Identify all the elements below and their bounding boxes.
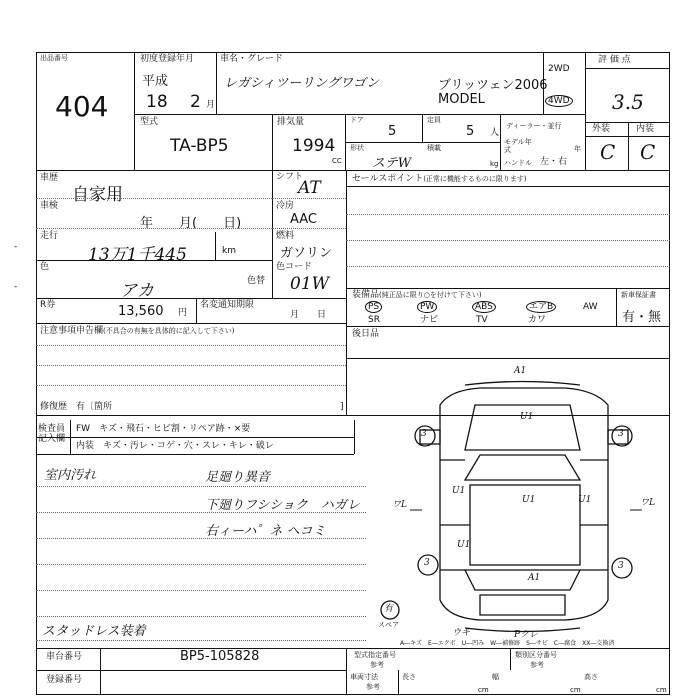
car-grade: ブリッツェン2006 bbox=[438, 78, 548, 93]
windshield-outline bbox=[465, 455, 580, 480]
displacement-value: 1994 bbox=[292, 136, 336, 156]
year-unit: 年 bbox=[574, 145, 581, 153]
equip-sr: SR bbox=[368, 315, 380, 325]
km-unit: km bbox=[222, 246, 236, 256]
note-right-fender-dent: 右ィーハ゜ネ ヘコミ bbox=[205, 524, 326, 539]
note-underbody-corrosion: 下廻りフシショク ハガレ bbox=[205, 498, 360, 513]
ac-label: 冷房 bbox=[276, 201, 295, 211]
mark-rear: A1 bbox=[528, 573, 541, 583]
car-name: レガシィツーリングワゴン bbox=[224, 76, 379, 91]
era: 平成 bbox=[142, 74, 169, 89]
rear-window-outline bbox=[465, 570, 580, 590]
mark-tire-fl: 3 bbox=[421, 429, 427, 439]
warranty-value: 有・無 bbox=[622, 310, 662, 325]
recycle-label: R券 bbox=[40, 300, 56, 310]
equip-label: 装備品(純正品に限り○を付けて下さい) bbox=[352, 290, 482, 300]
equip-aw: AW bbox=[583, 302, 598, 312]
shift-value: AT bbox=[298, 178, 321, 198]
exterior-score: C bbox=[600, 140, 616, 164]
mark-tire-rr: 3 bbox=[618, 561, 624, 571]
shape-value: ステW bbox=[372, 156, 412, 171]
equip-abs: ABS bbox=[472, 301, 496, 313]
model-value: TA-BP5 bbox=[170, 136, 229, 156]
equip-ps: PS bbox=[365, 301, 382, 313]
width-label: 幅 bbox=[492, 673, 499, 681]
height-label: 高さ bbox=[584, 673, 598, 681]
class-num-ref: 参考 bbox=[530, 661, 544, 669]
tailgate-outline bbox=[480, 595, 565, 615]
fuel-label: 燃料 bbox=[276, 231, 295, 241]
displacement-label: 排気量 bbox=[277, 117, 305, 127]
lot-number: 404 bbox=[55, 90, 109, 123]
history-value: 自家用 bbox=[72, 185, 123, 205]
lot-label: 出品番号 bbox=[40, 54, 68, 62]
handle-label: ハンドル bbox=[504, 159, 532, 167]
inspection-value: 年 月( 日) bbox=[140, 216, 242, 231]
ac-value: AAC bbox=[290, 212, 317, 227]
inspection-row-1: FW キズ・飛石・ヒビ割・リペア跡・×要 bbox=[76, 424, 251, 434]
class-num-label: 類別区分番号 bbox=[515, 651, 557, 659]
model-year-label: モデル年式 bbox=[504, 138, 532, 154]
equip-tv: TV bbox=[476, 315, 488, 325]
chassis-label: 車台番号 bbox=[46, 652, 83, 662]
front-bumper bbox=[465, 382, 580, 386]
handle-value: 左・右 bbox=[540, 157, 568, 167]
color-change-label: 色替 bbox=[247, 276, 266, 286]
score-value: 3.5 bbox=[612, 90, 644, 114]
width-cm: cm bbox=[570, 686, 581, 694]
spare-label: スペア bbox=[378, 621, 399, 629]
color-value: アカ bbox=[120, 281, 154, 301]
drive-2wd: 2WD bbox=[548, 64, 570, 74]
chassis-value: BP5-105828 bbox=[180, 649, 260, 664]
mark-bottom-left: ウキ bbox=[452, 628, 471, 638]
month-unit: 月 bbox=[206, 100, 216, 110]
dealer-label: ディーラー・並行 bbox=[506, 122, 562, 130]
mark-roof: U1 bbox=[522, 495, 536, 505]
name-change-value: 月 日 bbox=[290, 310, 327, 320]
note-studless: スタッドレス装着 bbox=[42, 624, 146, 639]
mark-tire-rl: 3 bbox=[424, 558, 430, 568]
drive-4wd: 4WD bbox=[545, 95, 573, 107]
mark-left-side: ワL bbox=[392, 500, 407, 510]
mark-bottom-right: Pクレ bbox=[514, 630, 539, 640]
name-change-label: 名変通知期限 bbox=[200, 300, 255, 310]
type-num-label: 型式指定番号 bbox=[354, 651, 396, 659]
vehicle-size-ref: 参考 bbox=[366, 683, 380, 691]
capacity-label: 定員 bbox=[427, 116, 441, 124]
note-suspension-noise: 足廻り異音 bbox=[205, 470, 271, 485]
sales-label: セールスポイント(正常に機能するものに限ります) bbox=[352, 174, 527, 184]
doors-value: 5 bbox=[388, 124, 397, 139]
type-num-ref: 参考 bbox=[370, 661, 384, 669]
fuel-value: ガソリン bbox=[280, 246, 333, 261]
recycle-value: 13,560 bbox=[118, 304, 164, 319]
mileage-label: 走行 bbox=[40, 231, 59, 241]
shape-label: 形状 bbox=[350, 144, 364, 152]
mark-front-bumper: A1 bbox=[514, 366, 527, 376]
load-label: 積載 bbox=[427, 144, 441, 152]
equip-pw: PW bbox=[417, 301, 437, 313]
equip-navi: ナビ bbox=[420, 315, 439, 325]
mark-hood: U1 bbox=[520, 412, 534, 422]
cc-unit: CC bbox=[332, 157, 342, 165]
inspection-label: 車検 bbox=[40, 201, 59, 211]
height-cm: cm bbox=[656, 686, 667, 694]
mark-left-front: U1 bbox=[452, 486, 466, 496]
length-label: 長さ bbox=[402, 673, 416, 681]
color-code-value: 01W bbox=[290, 274, 330, 294]
exterior-label: 外装 bbox=[592, 124, 611, 134]
model-label: 型式 bbox=[140, 117, 159, 127]
mileage-value: 13万1千445 bbox=[88, 245, 187, 265]
inspection-row-2: 内装 キズ・汚レ・コゲ・穴・スレ・キレ・破レ bbox=[76, 441, 274, 451]
doors-label: ドア bbox=[350, 116, 364, 124]
score-label: 評 価 点 bbox=[598, 55, 631, 65]
note-interior-dirt: 室内汚れ bbox=[44, 468, 97, 483]
color-label: 色 bbox=[40, 262, 50, 272]
vehicle-size-label: 車両寸法 bbox=[350, 673, 378, 681]
yen-unit: 円 bbox=[178, 308, 188, 318]
length-cm: cm bbox=[478, 686, 489, 694]
inspector-label: 検査員 記入欄 bbox=[38, 424, 66, 444]
kg-unit: kg bbox=[490, 160, 499, 168]
warranty-label: 新車保証書 bbox=[621, 291, 656, 299]
reg-number-label: 登録番号 bbox=[46, 675, 83, 685]
history-label: 車歴 bbox=[40, 173, 59, 183]
mark-right-mid: U1 bbox=[578, 495, 592, 505]
equip-airbag: エアB bbox=[526, 301, 556, 313]
shift-label: シフト bbox=[276, 172, 304, 182]
margin-tick: - bbox=[14, 282, 18, 292]
diagram-legend: A―キズ E―エクボ U―凹み W―補修跡 S―サビ C―腐食 XX―交換済 bbox=[400, 640, 615, 647]
reg-date-label: 初度登録年月 bbox=[140, 54, 195, 64]
mark-spare: 有 bbox=[384, 604, 394, 614]
capacity-value: 5 bbox=[466, 124, 475, 139]
repair-bracket: ] bbox=[340, 402, 344, 412]
color-code-label: 色コード bbox=[276, 262, 313, 272]
repair-label: 修復歴 有〔箇所 bbox=[40, 402, 113, 412]
margin-tick: - bbox=[14, 242, 18, 252]
car-name-label: 車名・グレード bbox=[220, 54, 284, 64]
date-label: 後日品 bbox=[352, 329, 380, 339]
car-grade-2: MODEL bbox=[438, 92, 485, 107]
person-unit: 人 bbox=[490, 128, 500, 138]
interior-score: C bbox=[640, 140, 656, 164]
equip-leather: カワ bbox=[528, 315, 547, 325]
mark-tire-fr: 3 bbox=[618, 429, 624, 439]
interior-label: 内装 bbox=[636, 124, 655, 134]
reg-month: 2 bbox=[190, 92, 201, 112]
caution-label: 注意事項申告欄(不具合の有無を具体的に記入して下さい) bbox=[40, 326, 235, 336]
reg-year: 18 bbox=[146, 92, 168, 112]
mark-left-mid: U1 bbox=[457, 540, 471, 550]
mark-right-side: ワL bbox=[640, 498, 655, 508]
